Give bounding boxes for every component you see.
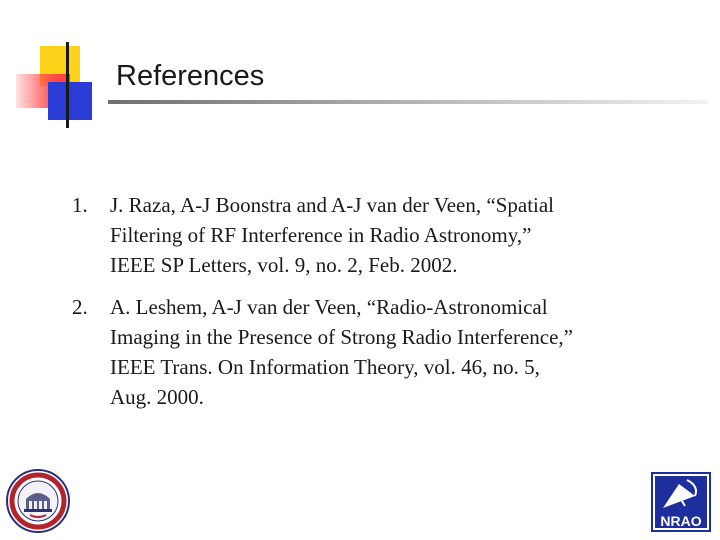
nrao-logo-icon <box>651 472 711 532</box>
reference-line: IEEE SP Letters, vol. 9, no. 2, Feb. 2002. <box>110 253 458 277</box>
reference-item-1 <box>72 190 672 280</box>
reference-item-2 <box>72 292 672 412</box>
reference-list <box>72 190 672 424</box>
reference-line: IEEE Trans. On Information Theory, vol. 46, no. 5, <box>110 355 540 379</box>
title-decoration-vertical-line <box>66 42 69 128</box>
reference-line: Filtering of RF Interference in Radio Astronomy,” <box>110 223 532 247</box>
title-decoration-blue-square <box>48 82 92 120</box>
university-seal-icon <box>6 469 70 533</box>
title-underline <box>108 100 708 104</box>
reference-number: 1. <box>72 193 88 217</box>
reference-line: A. Leshem, A-J van der Veen, “Radio-Astronomical <box>110 295 548 319</box>
nrao-logo-text: NRAO <box>660 513 702 529</box>
reference-line: Imaging in the Presence of Strong Radio Interference,” <box>110 325 573 349</box>
reference-number: 2. <box>72 295 88 319</box>
slide-title: References <box>116 60 265 92</box>
reference-line: Aug. 2000. <box>110 385 204 409</box>
reference-line: J. Raza, A-J Boonstra and A-J van der Veen, “Spatial <box>110 193 555 217</box>
